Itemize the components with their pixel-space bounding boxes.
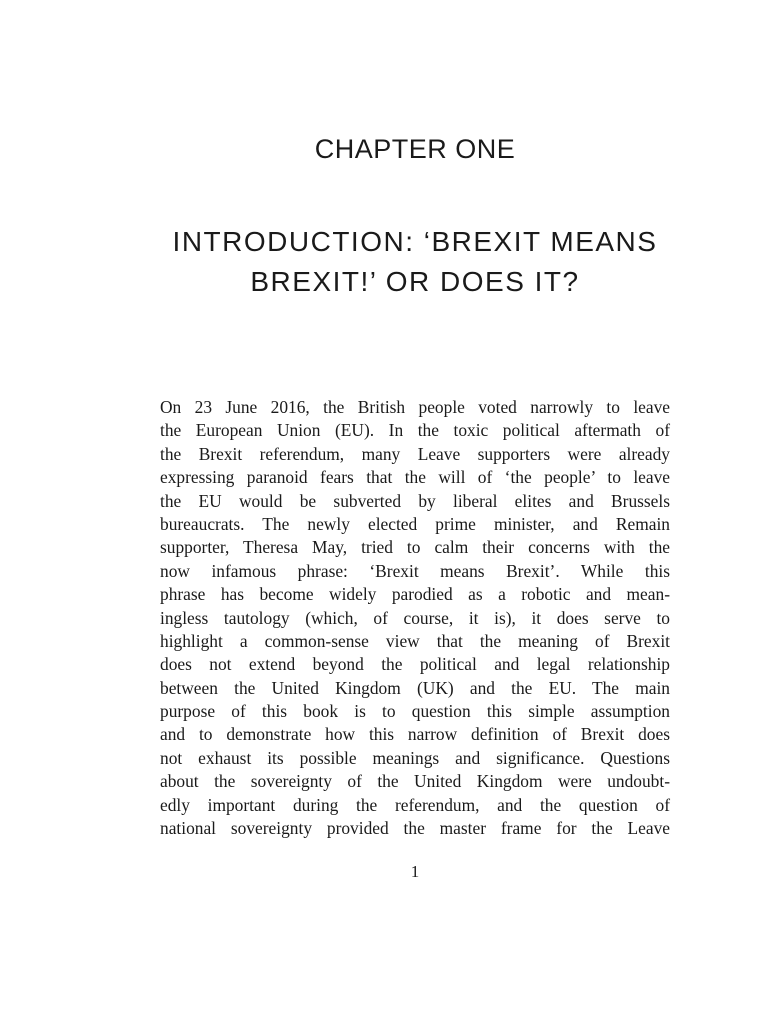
body-line: about the sovereignty of the United Kingdom were undoubt- (160, 771, 670, 792)
chapter-title (0, 222, 768, 302)
chapter-title-line: INTRODUCTION: ‘BREXIT MEANS (172, 226, 658, 257)
page-number: 1 (410, 862, 420, 881)
body-line: highlight a common-sense view that the meaning of Brexit (160, 630, 670, 651)
body-line: now infamous phrase: ‘Brexit means Brexit’. While this (160, 560, 670, 581)
chapter-title-line: BREXIT!’ OR DOES IT? (250, 266, 580, 297)
body-line: phrase has become widely parodied as a robotic and mean- (160, 584, 670, 605)
body-line: expressing paranoid fears that the will of ‘the people’ to leave (160, 467, 670, 488)
body-line: On 23 June 2016, the British people voted narrowly to leave (160, 397, 670, 417)
body-line: the Brexit referendum, many Leave supporters were already (160, 443, 670, 464)
body-line: not exhaust its possible meanings and significance. Questions (160, 747, 670, 768)
body-line: edly important during the referendum, and the question of (160, 794, 670, 815)
body-line: between the United Kingdom (UK) and the EU. The main (160, 677, 670, 698)
chapter-label: CHAPTER ONE (314, 134, 516, 164)
body-line: the European Union (EU). In the toxic political aftermath of (160, 420, 670, 441)
body-line: bureaucrats. The newly elected prime minister, and Remain (160, 513, 670, 534)
body-line: and to demonstrate how this narrow definition of Brexit does (160, 724, 670, 745)
body-line: the EU would be subverted by liberal elites and Brussels (160, 490, 670, 511)
body-line: does not extend beyond the political and legal relationship (160, 654, 670, 675)
body-line: purpose of this book is to question this simple assumption (160, 701, 670, 722)
body-line: ingless tautology (which, of course, it is), it does serve to (160, 607, 670, 628)
body-line: supporter, Theresa May, tried to calm their concerns with the (160, 537, 670, 558)
body-paragraph (160, 396, 670, 840)
body-line: national sovereignty provided the master frame for the Leave (160, 818, 670, 839)
